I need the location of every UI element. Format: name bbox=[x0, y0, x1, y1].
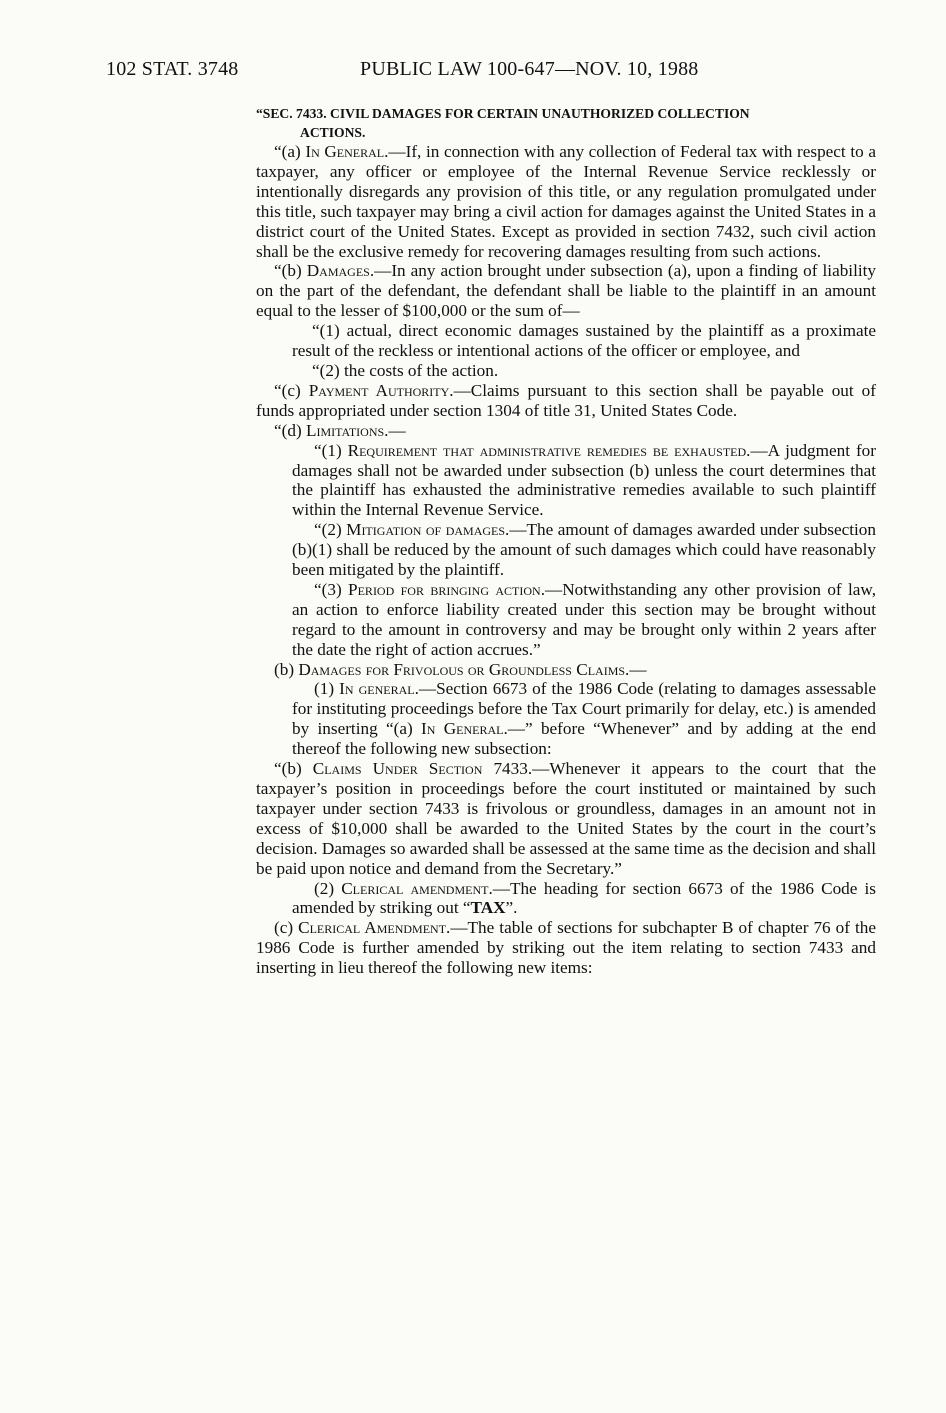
subsection-label: Damages. bbox=[306, 261, 375, 281]
subsection-b-frivolous-claims bbox=[256, 660, 876, 680]
subsection-text: —If, in connection with any collection of Federal tax with respect to a taxpayer, any officer or employee of the Internal Revenue Service recklessly or intentionally disregards any provision of this title, or any regulation promulgated under this title, such taxpayer may bring a civil action for damages against the United States in a district court of the United States. Except as provided in section 7432, such civil action shall be the exclusive remedy for recovering damages resulting from such actions. bbox=[256, 142, 877, 261]
subsection-label: Limitations. bbox=[305, 420, 389, 440]
item-prefix: “(1) bbox=[314, 440, 348, 460]
inline-label: In General. bbox=[421, 719, 508, 739]
damages-item-2: “(2) the costs of the action. bbox=[312, 360, 499, 380]
claims-under-section-7433 bbox=[256, 759, 876, 878]
item-label: Mitigation of damages. bbox=[346, 520, 510, 540]
document-body bbox=[256, 104, 876, 978]
item-prefix: “(2) bbox=[314, 520, 347, 540]
item-prefix: “(3) bbox=[314, 579, 349, 599]
subsection-prefix: “(d) bbox=[274, 420, 306, 440]
item-label: Requirement that administrative remedies be exhausted. bbox=[347, 440, 751, 460]
subsection-prefix: “(b) bbox=[274, 759, 313, 779]
frivolous-item-1 bbox=[256, 679, 876, 759]
public-law-title: PUBLIC LAW 100-647—NOV. 10, 1988 bbox=[360, 58, 699, 80]
subsection-prefix: (b) bbox=[274, 659, 299, 679]
subsection-label: In General. bbox=[305, 142, 389, 161]
subsection-prefix: “(c) bbox=[274, 380, 309, 400]
subsection-text: —Whenever it appears to the court that the taxpayer’s position in proceedings before the court instituted or maintained by such taxpayer under section 7433 is frivolous or groundless, damages in an amount not in excess of $10,000 shall be awarded to the United States by the court in the court’s decision. Damages so awarded shall be assessed at the same time as the decision and shall be paid upon notice and demand from the Secretary.” bbox=[256, 759, 877, 878]
item-text-a: —The heading for section 6673 of the 1986 Code is amended by striking out “ bbox=[292, 878, 876, 918]
subsection-prefix: “(a) bbox=[274, 142, 306, 161]
section-heading-line1: “SEC. 7433. CIVIL DAMAGES FOR CERTAIN UNAUTHORIZED COLLECTION bbox=[256, 106, 750, 121]
dash: — bbox=[388, 420, 406, 440]
item-text-a: —Section 6673 of the 1986 Code (relating to damages assessable for instituting proceedings before the Tax Court primarily for delay, etc.) is amended by inserting “(a) bbox=[292, 679, 876, 739]
section-heading bbox=[256, 104, 876, 142]
item-prefix: (1) bbox=[314, 679, 340, 699]
item-label: In general. bbox=[339, 679, 419, 699]
item-prefix: (2) bbox=[314, 878, 342, 898]
subsection-c-payment bbox=[256, 381, 876, 421]
item-text: —The amount of damages awarded under subsection (b)(1) shall be reduced by the amount of such damages which could have reasonably been mitigated by the plaintiff. bbox=[292, 520, 876, 580]
subsection-label: Damages for Frivolous or Groundless Claims. bbox=[298, 659, 630, 679]
subsection-b-damages bbox=[256, 261, 876, 321]
section-heading-line2: ACTIONS. bbox=[300, 125, 366, 140]
bold-tax: TAX bbox=[470, 898, 506, 918]
limitations-item-2 bbox=[256, 520, 876, 580]
subsection-d-limitations bbox=[256, 421, 876, 441]
dash: — bbox=[629, 659, 647, 679]
item-label: Clerical amendment. bbox=[341, 878, 493, 898]
item-text-b: —” before “Whenever” and by adding at the end thereof the following new subsection: bbox=[292, 719, 876, 759]
subsection-a-general bbox=[256, 142, 876, 261]
subsection-text: —Claims pursuant to this section shall be payable out of funds appropriated under section 1304 of title 31, United States Code. bbox=[256, 380, 876, 420]
subsection-text: —In any action brought under subsection (a), upon a finding of liability on the part of the defendant, the defendant shall be liable to the plaintiff in an amount equal to the lesser of $100,000 or the sum of— bbox=[256, 261, 876, 321]
subsection-label: Payment Authority. bbox=[308, 380, 454, 400]
item-text: —A judgment for damages shall not be awarded under subsection (b) unless the court determines that the plaintiff has exhausted the administrative remedies available to such plaintiff within the Internal Revenue Service. bbox=[292, 440, 876, 520]
item-label: Period for bringing action. bbox=[348, 579, 546, 599]
limitations-item-3 bbox=[256, 580, 876, 660]
subsection-c-clerical bbox=[256, 918, 876, 978]
frivolous-item-2 bbox=[256, 879, 876, 919]
subsection-prefix: (c) bbox=[274, 918, 299, 938]
subsection-prefix: “(b) bbox=[274, 261, 307, 281]
subsection-text: —The table of sections for subchapter B of chapter 76 of the 1986 Code is further amended by striking out the item relating to section 7433 and inserting in lieu thereof the following new items: bbox=[256, 918, 876, 978]
item-text-b: ”. bbox=[505, 898, 518, 918]
subsection-label: Clerical Amendment. bbox=[298, 918, 451, 938]
limitations-item-1 bbox=[256, 441, 876, 521]
damages-item-1: “(1) actual, direct economic damages sustained by the plaintiff as a proximate result of the reckless or intentional actions of the officer or employee, and bbox=[292, 321, 876, 361]
subsection-label: Claims Under Section 7433. bbox=[312, 759, 533, 779]
stat-page-number: 102 STAT. 3748 bbox=[106, 58, 239, 80]
item-text: —Notwithstanding any other provision of law, an action to enforce liability created under this section may be brought without regard to the amount in controversy and may be brought only within 2 years after the date the right of action accrues.” bbox=[292, 579, 876, 659]
